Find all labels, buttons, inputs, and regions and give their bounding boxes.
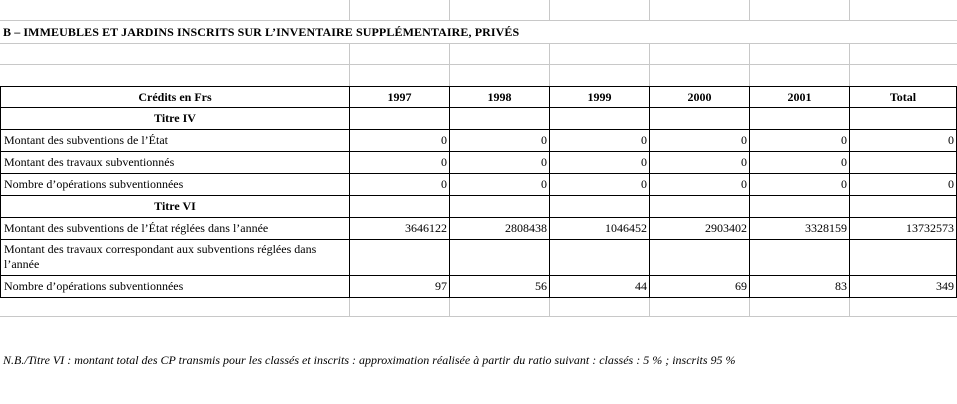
section-label[interactable]: Titre VI [1,196,350,218]
table-row [1,218,957,240]
header-cell[interactable]: 1999 [550,87,650,108]
gridline [0,20,957,21]
table-cell[interactable]: 2808438 [450,218,550,240]
row-label[interactable]: Montant des travaux correspondant aux subventions réglées dans l’année [1,240,350,276]
footnote: N.B./Titre VI : montant total des CP transmis pour les classés et inscrits : approximation réalisée à partir du ratio suivant : classés : 5 % ; inscrits 95 % [3,353,736,367]
table-row [1,276,957,298]
row-label[interactable]: Nombre d’opérations subventionnées [1,276,350,298]
section-label[interactable]: Titre IV [1,108,350,130]
table-cell[interactable] [650,196,750,218]
table-cell[interactable]: 0 [550,174,650,196]
header-cell[interactable]: Crédits en Frs [1,87,350,108]
table-cell[interactable] [350,196,450,218]
table-row [1,130,957,152]
header-cell[interactable]: 1998 [450,87,550,108]
table-cell[interactable]: 0 [350,130,450,152]
table-cell[interactable]: 0 [650,130,750,152]
table-cell[interactable] [750,108,850,130]
table-cell[interactable] [850,108,957,130]
header-cell[interactable]: 2000 [650,87,750,108]
section-row [1,108,957,130]
table-cell[interactable] [850,196,957,218]
table-cell[interactable]: 0 [550,152,650,174]
table-cell[interactable] [350,108,450,130]
row-label[interactable]: Montant des subventions de l’État réglées dans l’année [1,218,350,240]
table-cell[interactable]: 0 [850,130,957,152]
gridline [0,316,957,317]
table-cell[interactable] [350,240,450,276]
header-cell[interactable]: 2001 [750,87,850,108]
row-label[interactable]: Montant des subventions de l’État [1,130,350,152]
table-cell[interactable]: 0 [450,152,550,174]
table-cell[interactable]: 56 [450,276,550,298]
table-cell[interactable]: 2903402 [650,218,750,240]
table-cell[interactable] [750,196,850,218]
table-cell[interactable]: 0 [450,130,550,152]
page-title: B – IMMEUBLES ET JARDINS INSCRITS SUR L’INVENTAIRE SUPPLÉMENTAIRE, PRIVÉS [3,25,520,39]
table-cell[interactable] [450,196,550,218]
table-cell[interactable] [650,240,750,276]
table-cell[interactable]: 0 [750,174,850,196]
gridline [449,43,450,86]
header-cell[interactable]: 1997 [350,87,450,108]
table-cell[interactable]: 0 [450,174,550,196]
table-cell[interactable]: 0 [750,130,850,152]
table-cell[interactable]: 1046452 [550,218,650,240]
table-cell[interactable]: 0 [350,174,450,196]
table-cell[interactable]: 83 [750,276,850,298]
table-cell[interactable]: 69 [650,276,750,298]
row-label[interactable]: Nombre d’opérations subventionnées [1,174,350,196]
gridline [849,43,850,86]
table-row [1,240,957,276]
gridline [649,0,650,20]
header-cell[interactable]: Total [850,87,957,108]
gridline [0,43,957,44]
table-cell[interactable] [750,240,850,276]
table-cell[interactable] [850,240,957,276]
table-cell[interactable] [550,196,650,218]
gridline [0,64,957,65]
table-cell[interactable]: 3646122 [350,218,450,240]
table-cell[interactable]: 44 [550,276,650,298]
table-cell[interactable]: 0 [550,130,650,152]
table-cell[interactable] [850,152,957,174]
table-cell[interactable] [450,240,550,276]
gridline [549,0,550,20]
table-cell[interactable]: 0 [350,152,450,174]
gridline [649,43,650,86]
table-cell[interactable]: 0 [750,152,850,174]
table-cell[interactable]: 3328159 [750,218,850,240]
table-cell[interactable]: 0 [650,174,750,196]
gridline [349,43,350,86]
table-cell[interactable] [450,108,550,130]
credits-table [0,86,957,298]
table-cell[interactable] [550,108,650,130]
table-cell[interactable] [550,240,650,276]
table-row [1,174,957,196]
gridline [349,0,350,20]
gridline [849,0,850,20]
table-header-row [1,87,957,108]
section-row [1,196,957,218]
gridline [549,43,550,86]
table-cell[interactable]: 349 [850,276,957,298]
table-cell[interactable]: 0 [650,152,750,174]
table-cell[interactable]: 0 [850,174,957,196]
table-cell[interactable] [650,108,750,130]
row-label[interactable]: Montant des travaux subventionnés [1,152,350,174]
gridline [749,43,750,86]
gridline [449,0,450,20]
gridline [749,0,750,20]
table-row [1,152,957,174]
table-cell[interactable]: 97 [350,276,450,298]
table-cell[interactable]: 13732573 [850,218,957,240]
